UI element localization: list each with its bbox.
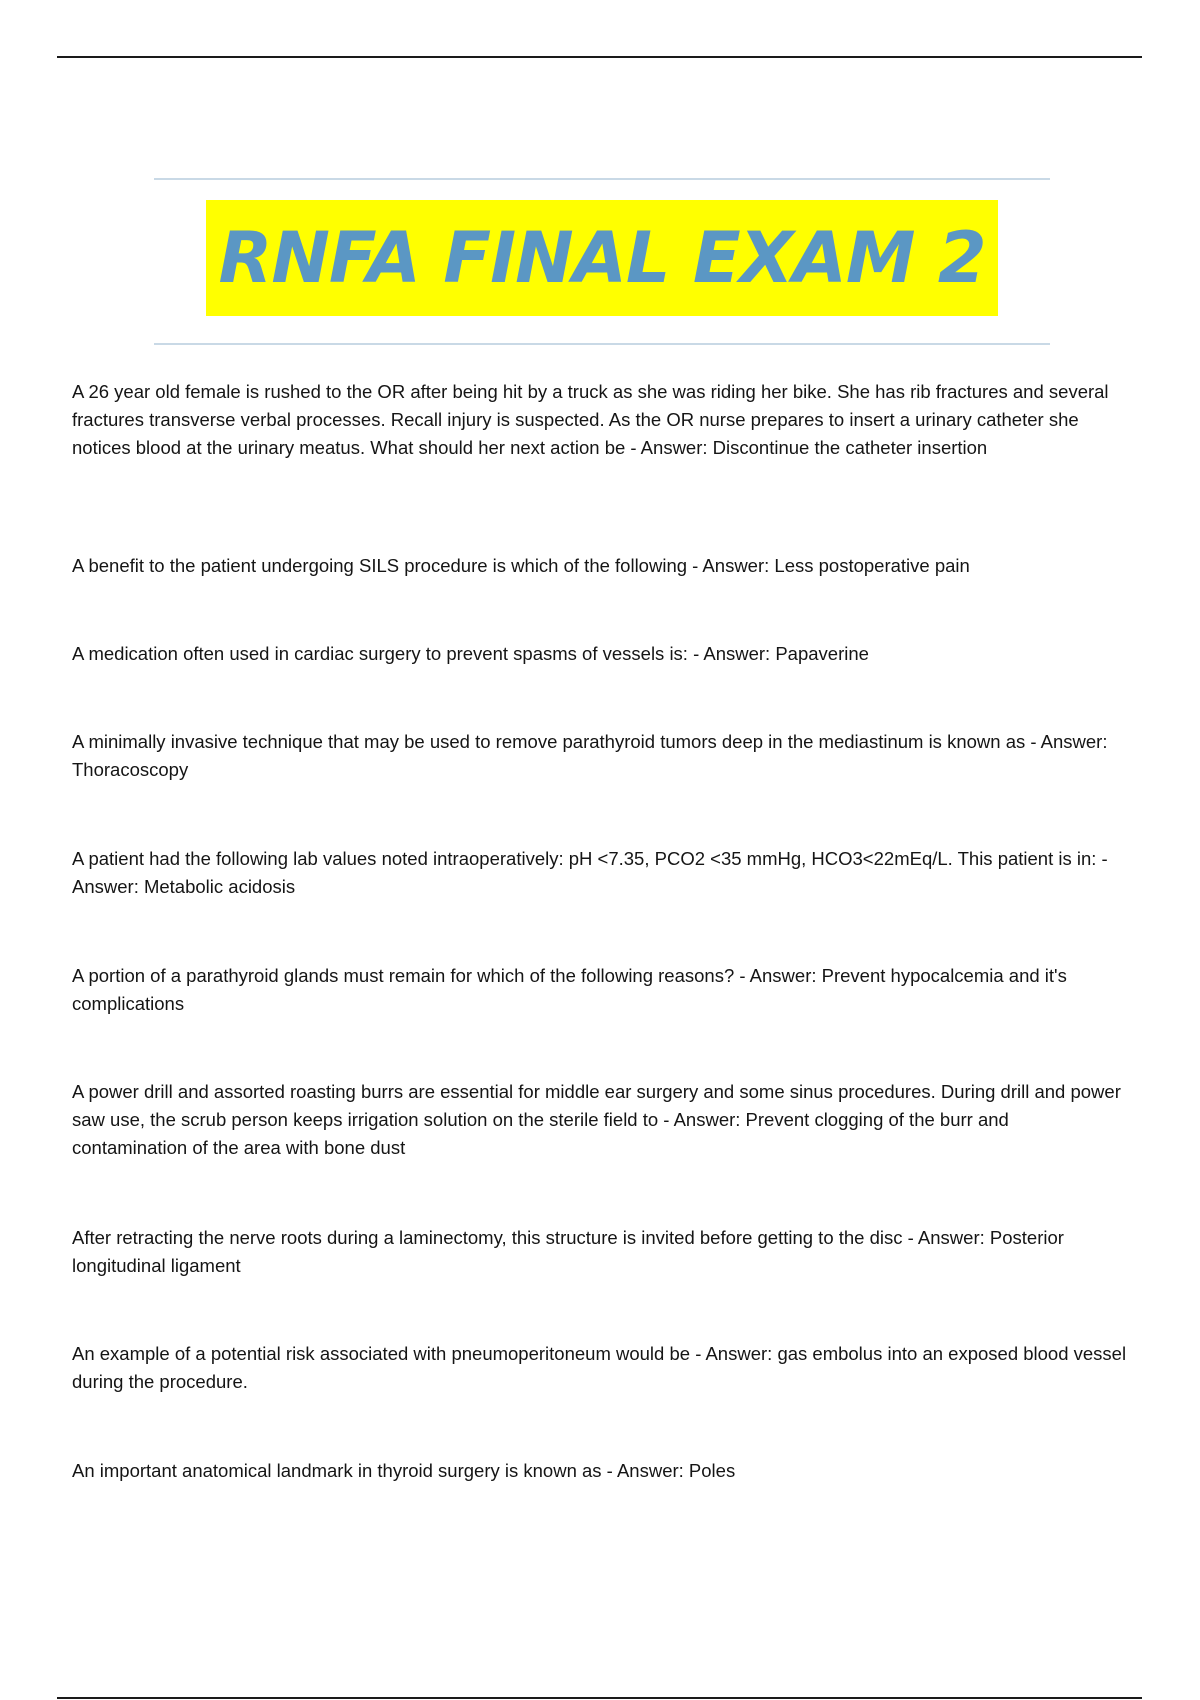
qa-item: A power drill and assorted roasting burrs are essential for middle ear surgery and some sinus procedures. During drill and power saw use, the scrub person keeps irrigation solution on the sterile field to - Answer: Prevent clogging of the burr and contamination of the area with bone dust — [72, 1081, 1121, 1158]
qa-item: A 26 year old female is rushed to the OR after being hit by a truck as she was riding her bike. She has rib fractures and several fractures transverse verbal processes. Recall injury is suspected. As the OR nurse prepares to insert a urinary catheter she notices blood at the urinary meatus. What should her next action be - Answer: Discontinue the catheter insertion — [72, 381, 1109, 458]
qa-item: An example of a potential risk associated with pneumoperitoneum would be - Answer: gas embolus into an exposed blood vessel during the procedure. — [72, 1343, 1127, 1392]
qa-item: A patient had the following lab values noted intraoperatively: pH <7.35, PCO2 <35 mmHg, HCO3<22mEq/L. This patient is in: - Answer: Metabolic acidosis — [72, 848, 1108, 897]
qa-item: An important anatomical landmark in thyroid surgery is known as - Answer: Poles — [72, 1460, 736, 1481]
document-title: RNFA FINAL EXAM 2 — [218, 217, 986, 299]
qa-item: A portion of a parathyroid glands must remain for which of the following reasons? - Answer: Prevent hypocalcemia and it's complications — [72, 965, 1067, 1014]
title-lower-rule — [154, 343, 1050, 345]
title-upper-rule — [154, 178, 1050, 180]
qa-item: A medication often used in cardiac surgery to prevent spasms of vessels is: - Answer: Papaverine — [72, 643, 869, 664]
qa-item: A benefit to the patient undergoing SILS procedure is which of the following - Answer: Less postoperative pain — [72, 555, 970, 576]
top-rule — [57, 56, 1142, 58]
title-highlight — [206, 200, 998, 316]
qa-item: A minimally invasive technique that may be used to remove parathyroid tumors deep in the mediastinum is known as - Answer: Thoracoscopy — [72, 731, 1108, 780]
qa-item: After retracting the nerve roots during a laminectomy, this structure is invited before getting to the disc - Answer: Posterior longitudinal ligament — [72, 1227, 1064, 1276]
bottom-rule — [57, 1697, 1142, 1699]
